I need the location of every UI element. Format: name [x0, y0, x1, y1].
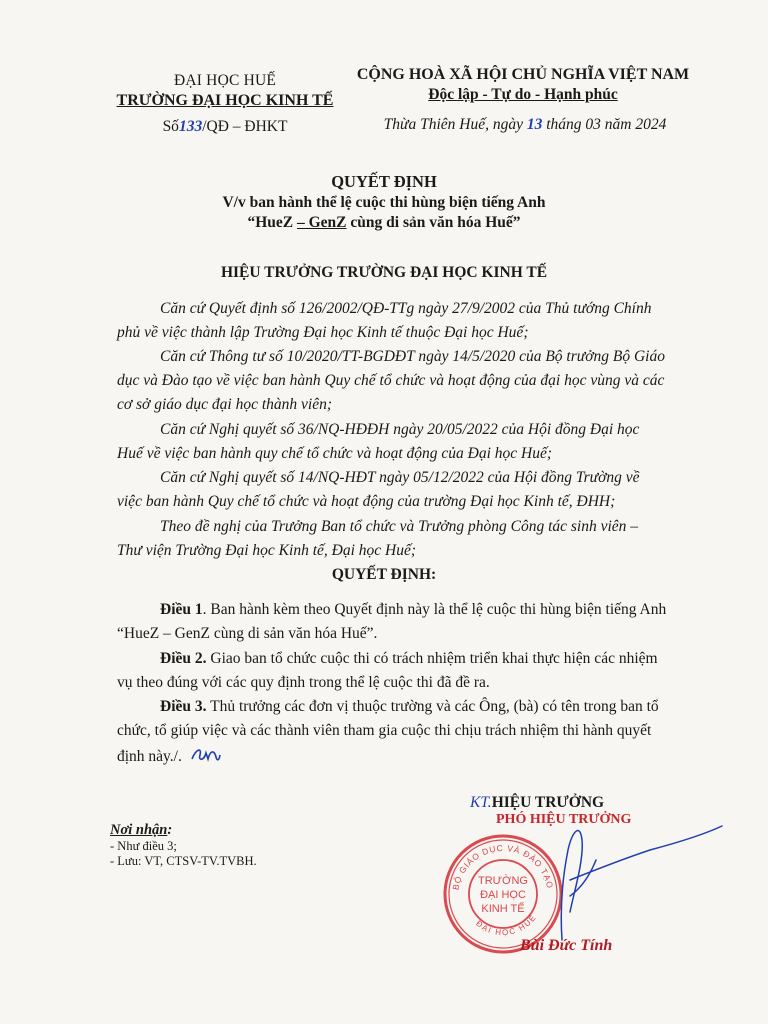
basis-2-line-2: dục và Đào tạo về việc ban hành Quy chế tổ chức và hoạt động của đại học vùng và các	[117, 372, 665, 389]
contest-before: “HueZ	[247, 214, 297, 231]
decision-heading: QUYẾT ĐỊNH:	[331, 566, 437, 583]
basis-4-line-1: Căn cứ Nghị quyết số 14/NQ-HĐT ngày 05/12/2022 của Hội đồng Trường về	[160, 469, 640, 486]
recipients-heading: Nơi nhận	[110, 822, 168, 838]
article-2-label: Điều 2.	[160, 650, 207, 667]
number-prefix: Số	[162, 118, 179, 135]
title-main: QUYẾT ĐỊNH	[331, 172, 437, 191]
number-suffix: /QĐ – ĐHKT	[202, 118, 288, 135]
date-after: tháng 03 năm 2024	[542, 116, 667, 133]
basis-paragraph-2	[117, 345, 695, 417]
basis-5-line-2: Thư viện Trường Đại học Kinh tế, Đại học Huế;	[117, 542, 416, 559]
document-title	[160, 172, 608, 232]
rector-heading: HIỆU TRƯỞNG TRƯỜNG ĐẠI HỌC KINH TẾ	[220, 264, 548, 281]
school-name	[100, 92, 350, 110]
basis-2-line-3: cơ sở giáo dục đại học thành viên;	[117, 396, 332, 413]
article-1	[117, 598, 695, 646]
national-motto-text: Độc lập - Tự do - Hạnh phúc	[428, 86, 618, 103]
basis-3-line-1: Căn cứ Nghị quyết số 36/NQ-HĐĐH ngày 20/05/2022 của Hội đồng Đại học	[160, 421, 640, 438]
basis-1-line-2: phủ về việc thành lập Trường Đại học Kinh tế thuộc Đại học Huế;	[117, 324, 529, 341]
basis-paragraph-3	[117, 418, 695, 466]
signer-deputy-title: PHÓ HIỆU TRƯỞNG	[496, 812, 632, 827]
national-header	[338, 66, 708, 104]
stamp-center-line-1: TRƯỜNG	[478, 875, 528, 887]
article-1-line-2: “HueZ – GenZ cùng di sản văn hóa Huế”.	[117, 625, 378, 642]
signer-title-text: HIỆU TRƯỞNG	[491, 794, 605, 811]
article-1-label: Điều 1	[160, 601, 203, 618]
date-day-handwritten: 13	[526, 116, 543, 133]
article-3-line-1: Thủ trưởng các đơn vị thuộc trường và các Ông, (bà) có tên trong ban tổ	[206, 698, 659, 715]
initials-mark	[188, 743, 222, 765]
article-3	[117, 695, 695, 769]
recipients-block	[110, 822, 257, 869]
basis-5-line-1: Theo đề nghị của Trưởng Ban tổ chức và Trưởng phòng Công tác sinh viên –	[160, 518, 639, 535]
signer-name: Bùi Đức Tính	[520, 937, 613, 954]
article-1-line-1: . Ban hành kèm theo Quyết định này là thể lệ cuộc thi hùng biện tiếng Anh	[202, 601, 667, 618]
article-3-line-3	[117, 743, 695, 769]
article-3-label: Điều 3.	[160, 698, 207, 715]
title-subject: V/v ban hành thể lệ cuộc thi hùng biện tiếng Anh	[222, 194, 546, 211]
article-2	[117, 647, 695, 695]
document-number	[100, 118, 350, 136]
article-2-line-2: vụ theo đúng với các quy định trong thể lệ cuộc thi đã đề ra.	[117, 674, 490, 691]
article-3-line-2: chức, tổ giúp việc và các thành viên tham gia cuộc thi chịu trách nhiệm thi hành quyết	[117, 722, 652, 739]
contest-after: cùng di sản văn hóa Huế”	[346, 214, 521, 231]
signature-scribble	[500, 800, 740, 950]
basis-2-line-1: Căn cứ Thông tư số 10/2020/TT-BGDĐT ngày 14/5/2020 của Bộ trưởng Bộ Giáo	[160, 348, 665, 365]
stamp-center-line-2: ĐẠI HỌC	[480, 889, 526, 901]
recipients-colon: :	[167, 822, 173, 838]
university-name: ĐẠI HỌC HUẾ	[173, 72, 277, 89]
basis-paragraph-5	[117, 515, 695, 563]
national-motto	[338, 86, 708, 104]
basis-4-line-2: việc ban hành Quy chế tổ chức và hoạt động của trường Đại học Kinh tế, ĐHH;	[117, 493, 616, 510]
article-2-line-1: Giao ban tổ chức cuộc thi có trách nhiệm triển khai thực hiện các nhiệm	[206, 650, 658, 667]
basis-3-line-2: Huế về việc ban hành quy chế tổ chức và hoạt động của Đại học Huế;	[117, 445, 552, 462]
article-3-line-3-text: định này./.	[117, 748, 182, 765]
number-handwritten: 133	[178, 118, 203, 135]
contest-underlined: – GenZ	[297, 214, 347, 231]
date-before: Thừa Thiên Huế, ngày	[383, 116, 527, 133]
stamp-ring-bottom: ĐẠI HỌC HUẾ	[474, 912, 539, 938]
title-contest	[160, 214, 608, 232]
school-name-text: TRƯỜNG ĐẠI HỌC KINH TẾ	[116, 92, 334, 109]
stamp-center-line-3: KINH TẾ	[481, 903, 525, 915]
issue-date	[350, 116, 700, 134]
stamp-ring-top: BỘ GIÁO DỤC VÀ ĐÀO TẠO	[450, 842, 556, 891]
basis-paragraph-1	[117, 297, 695, 345]
kt-prefix: KT.	[470, 794, 492, 811]
issuer-block	[100, 72, 350, 136]
recipient-item: - Lưu: VT, CTSV-TV.TVBH.	[110, 854, 257, 868]
recipient-item: - Như điều 3;	[110, 839, 177, 853]
country-name: CỘNG HOÀ XÃ HỘI CHỦ NGHĨA VIỆT NAM	[356, 66, 690, 83]
basis-paragraph-4	[117, 466, 695, 514]
basis-1-line-1: Căn cứ Quyết định số 126/2002/QĐ-TTg ngày 27/9/2002 của Thủ tướng Chính	[160, 300, 652, 317]
